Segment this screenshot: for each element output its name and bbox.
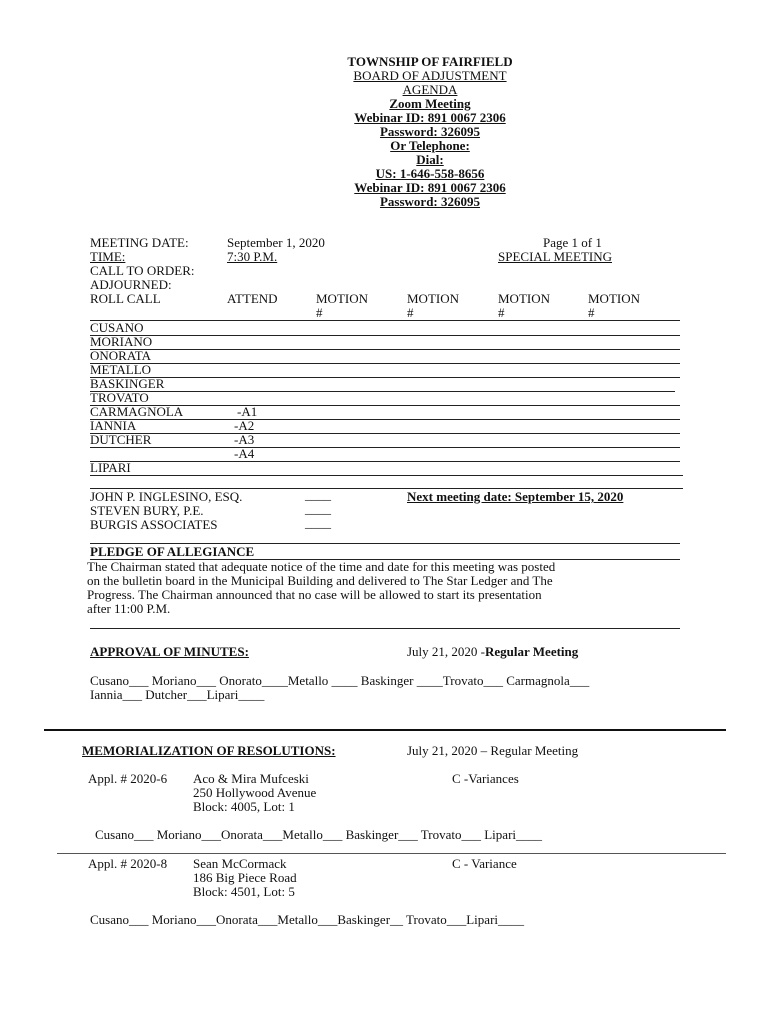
webinar-id-1: Webinar ID: 891 0067 2306 <box>354 110 506 125</box>
planner-name: BURGIS ASSOCIATES <box>90 517 218 532</box>
application-type: C - Variance <box>452 856 517 871</box>
page-number: Page 1 of 1 <box>543 235 602 250</box>
roll-line <box>90 335 680 336</box>
motion-header-2: MOTION <box>407 291 459 306</box>
pledge-title: PLEDGE OF ALLEGIANCE <box>90 544 255 559</box>
motion-hash-2: # <box>407 305 414 320</box>
roll-line <box>90 377 680 378</box>
minutes-meeting-type: Regular Meeting <box>485 644 579 659</box>
minutes-date <box>407 645 578 659</box>
roll-line <box>90 447 680 448</box>
member-baskinger: BASKINGER <box>90 376 165 391</box>
application-number: Appl. # 2020-8 <box>88 856 168 871</box>
member-dutcher: DUTCHER <box>90 432 152 447</box>
alternate-a4: -A4 <box>234 446 255 461</box>
dial-label: Dial: <box>416 152 444 167</box>
notice-line-3: Progress. The Chairman announced that no case will be allowed to start its presentation <box>87 587 542 602</box>
alternate-a1: -A1 <box>237 404 258 419</box>
special-meeting-label: SPECIAL MEETING <box>498 249 612 264</box>
attend-header: ATTEND <box>227 291 278 306</box>
password-2: Password: 326095 <box>379 194 481 209</box>
minutes-vote-line-1: Cusano___ Moriano___ Onorato____Metallo ____ Baskinger ____Trovato___ Carmagnola___ <box>90 673 590 688</box>
motion-header-4: MOTION <box>588 291 640 306</box>
time-label: TIME: <box>90 249 126 264</box>
board-title: BOARD OF ADJUSTMENT <box>353 68 507 83</box>
application-divider <box>57 853 726 854</box>
motion-hash-1: # <box>316 305 323 320</box>
member-moriano: MORIANO <box>90 334 153 349</box>
webinar-id-2: Webinar ID: 891 0067 2306 <box>354 180 506 195</box>
application-vote-line: Cusano___ Moriano___Onorata___Metallo___ Baskinger___ Trovato___ Lipari____ <box>95 827 543 842</box>
us-phone-number: US: 1-646-558-8656 <box>375 166 485 181</box>
section-divider <box>44 729 726 731</box>
member-cusano: CUSANO <box>90 320 144 335</box>
adjourned-label: ADJOURNED: <box>90 277 172 292</box>
roll-line <box>90 433 680 434</box>
document-header <box>280 55 580 209</box>
password-1: Password: 326095 <box>379 124 481 139</box>
roll-line <box>90 349 680 350</box>
notice-line-1: The Chairman stated that adequate notice of the time and date for this meeting was posted <box>87 559 556 574</box>
roll-line <box>90 419 680 420</box>
memorialization-title: MEMORIALIZATION OF RESOLUTIONS: <box>82 743 336 758</box>
applicant-name: Sean McCormack <box>193 856 287 871</box>
minutes-date-text: July 21, 2020 - <box>407 644 485 659</box>
attorney-name: JOHN P. INGLESINO, ESQ. <box>90 489 243 504</box>
alternate-a2: -A2 <box>234 418 255 433</box>
member-metallo: METALLO <box>90 362 152 377</box>
applicant-address: 186 Big Piece Road <box>193 870 297 885</box>
roll-divider-top <box>90 320 680 321</box>
member-carmagnola: CARMAGNOLA <box>90 404 184 419</box>
application-type: C -Variances <box>452 771 519 786</box>
approval-minutes-title: APPROVAL OF MINUTES: <box>90 644 249 659</box>
roll-call-label: ROLL CALL <box>90 291 161 306</box>
engineer-blank: ____ <box>305 501 331 516</box>
applicant-block-lot: Block: 4005, Lot: 1 <box>193 799 295 814</box>
alternate-a3: -A3 <box>234 432 255 447</box>
member-lipari: LIPARI <box>90 460 131 475</box>
zoom-meeting-label: Zoom Meeting <box>389 96 471 111</box>
attorney-blank: ____ <box>305 487 331 502</box>
roll-line <box>90 475 683 476</box>
member-onorata: ONORATA <box>90 348 152 363</box>
motion-hash-3: # <box>498 305 505 320</box>
motion-header-1: MOTION <box>316 291 368 306</box>
minutes-vote-line-2: Iannia___ Dutcher___Lipari____ <box>90 687 265 702</box>
applicant-address: 250 Hollywood Avenue <box>193 785 317 800</box>
next-meeting-date: Next meeting date: September 15, 2020 <box>407 489 624 504</box>
township-title: TOWNSHIP OF FAIRFIELD <box>347 54 513 69</box>
notice-line-2: on the bulletin board in the Municipal Building and delivered to The Star Ledger and The <box>87 573 553 588</box>
memorialization-date: July 21, 2020 – Regular Meeting <box>407 743 579 758</box>
planner-blank: ____ <box>305 515 331 530</box>
engineer-name: STEVEN BURY, P.E. <box>90 503 204 518</box>
roll-line <box>90 391 675 392</box>
member-iannia: IANNIA <box>90 418 137 433</box>
agenda-title: AGENDA <box>402 82 458 97</box>
telephone-label: Or Telephone: <box>390 138 470 153</box>
motion-header-3: MOTION <box>498 291 550 306</box>
meeting-date-label: MEETING DATE: <box>90 235 189 250</box>
time-value: 7:30 P.M. <box>227 249 278 264</box>
notice-line-4: after 11:00 P.M. <box>87 601 171 616</box>
member-trovato: TROVATO <box>90 390 149 405</box>
roll-line <box>90 363 680 364</box>
meeting-date-value: September 1, 2020 <box>227 235 325 250</box>
motion-hash-4: # <box>588 305 595 320</box>
application-vote-line: Cusano___ Moriano___Onorata___Metallo___Baskinger__ Trovato___Lipari____ <box>90 912 525 927</box>
call-to-order-label: CALL TO ORDER: <box>90 263 195 278</box>
application-number: Appl. # 2020-6 <box>88 771 168 786</box>
applicant-name: Aco & Mira Mufceski <box>193 771 309 786</box>
roll-line <box>90 461 680 462</box>
applicant-block-lot: Block: 4501, Lot: 5 <box>193 884 295 899</box>
minutes-divider <box>90 628 680 629</box>
